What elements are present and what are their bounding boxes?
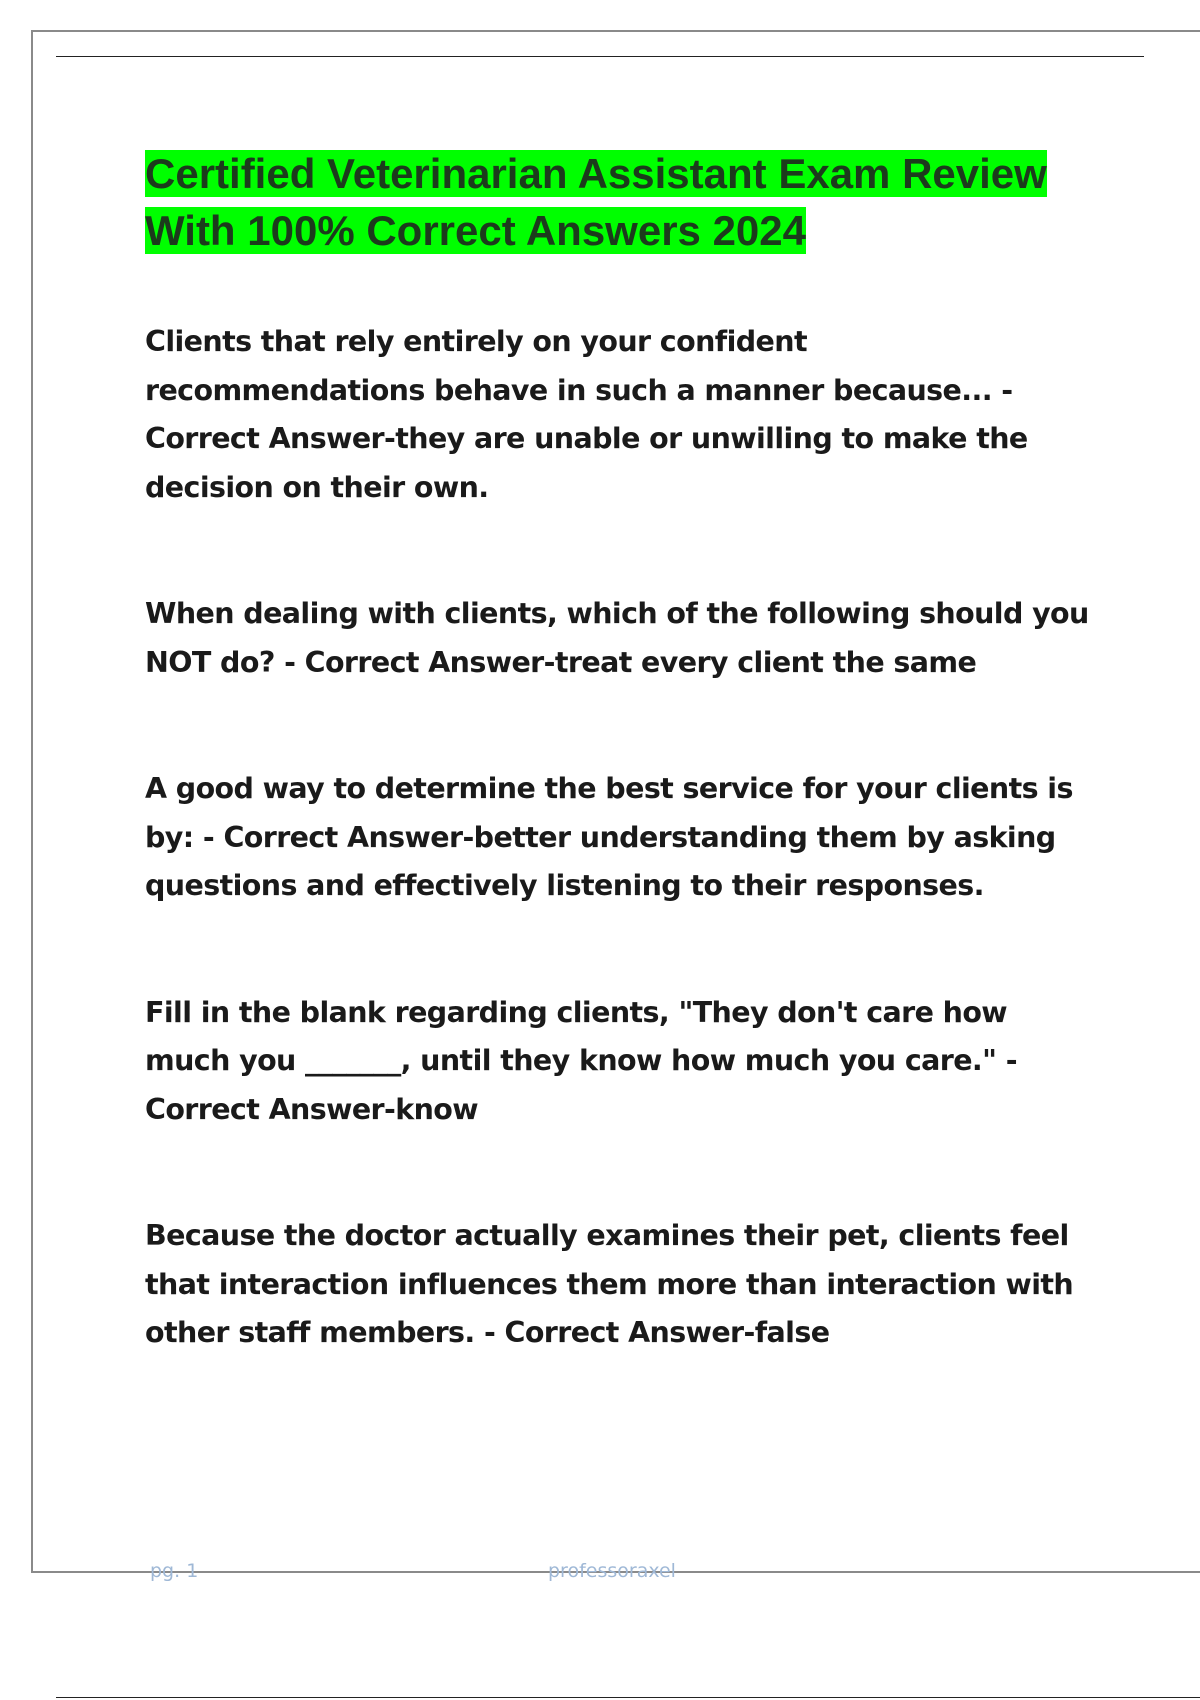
question-item: Fill in the blank regarding clients, "They don't care how much you _______, until they know how much you care." - Correct Answer-know [145, 995, 1017, 1126]
footer-author: professoraxel [548, 1560, 676, 1582]
footer-page-number: pg. 1 [150, 1560, 199, 1582]
question-list [145, 318, 1095, 1436]
question-item: When dealing with clients, which of the following should you NOT do? - Correct Answer-treat every client the same [145, 597, 1089, 679]
question-item: Clients that rely entirely on your confident recommendations behave in such a manner because... - Correct Answer-they are unable or unwilling to make the decision on their own. [145, 325, 1028, 504]
document-title-text: Certified Veterinarian Assistant Exam Review With 100% Correct Answers 2024 [145, 150, 1047, 254]
bottom-rule [56, 1697, 1200, 1698]
header-rule [56, 56, 1144, 57]
question-item: Because the doctor actually examines their pet, clients feel that interaction influences them more than interaction with other staff members. - Correct Answer-false [145, 1219, 1074, 1349]
document-title [145, 145, 1090, 259]
question-item: A good way to determine the best service for your clients is by: - Correct Answer-better understanding them by asking questions and effectively listening to their responses. [145, 772, 1073, 902]
